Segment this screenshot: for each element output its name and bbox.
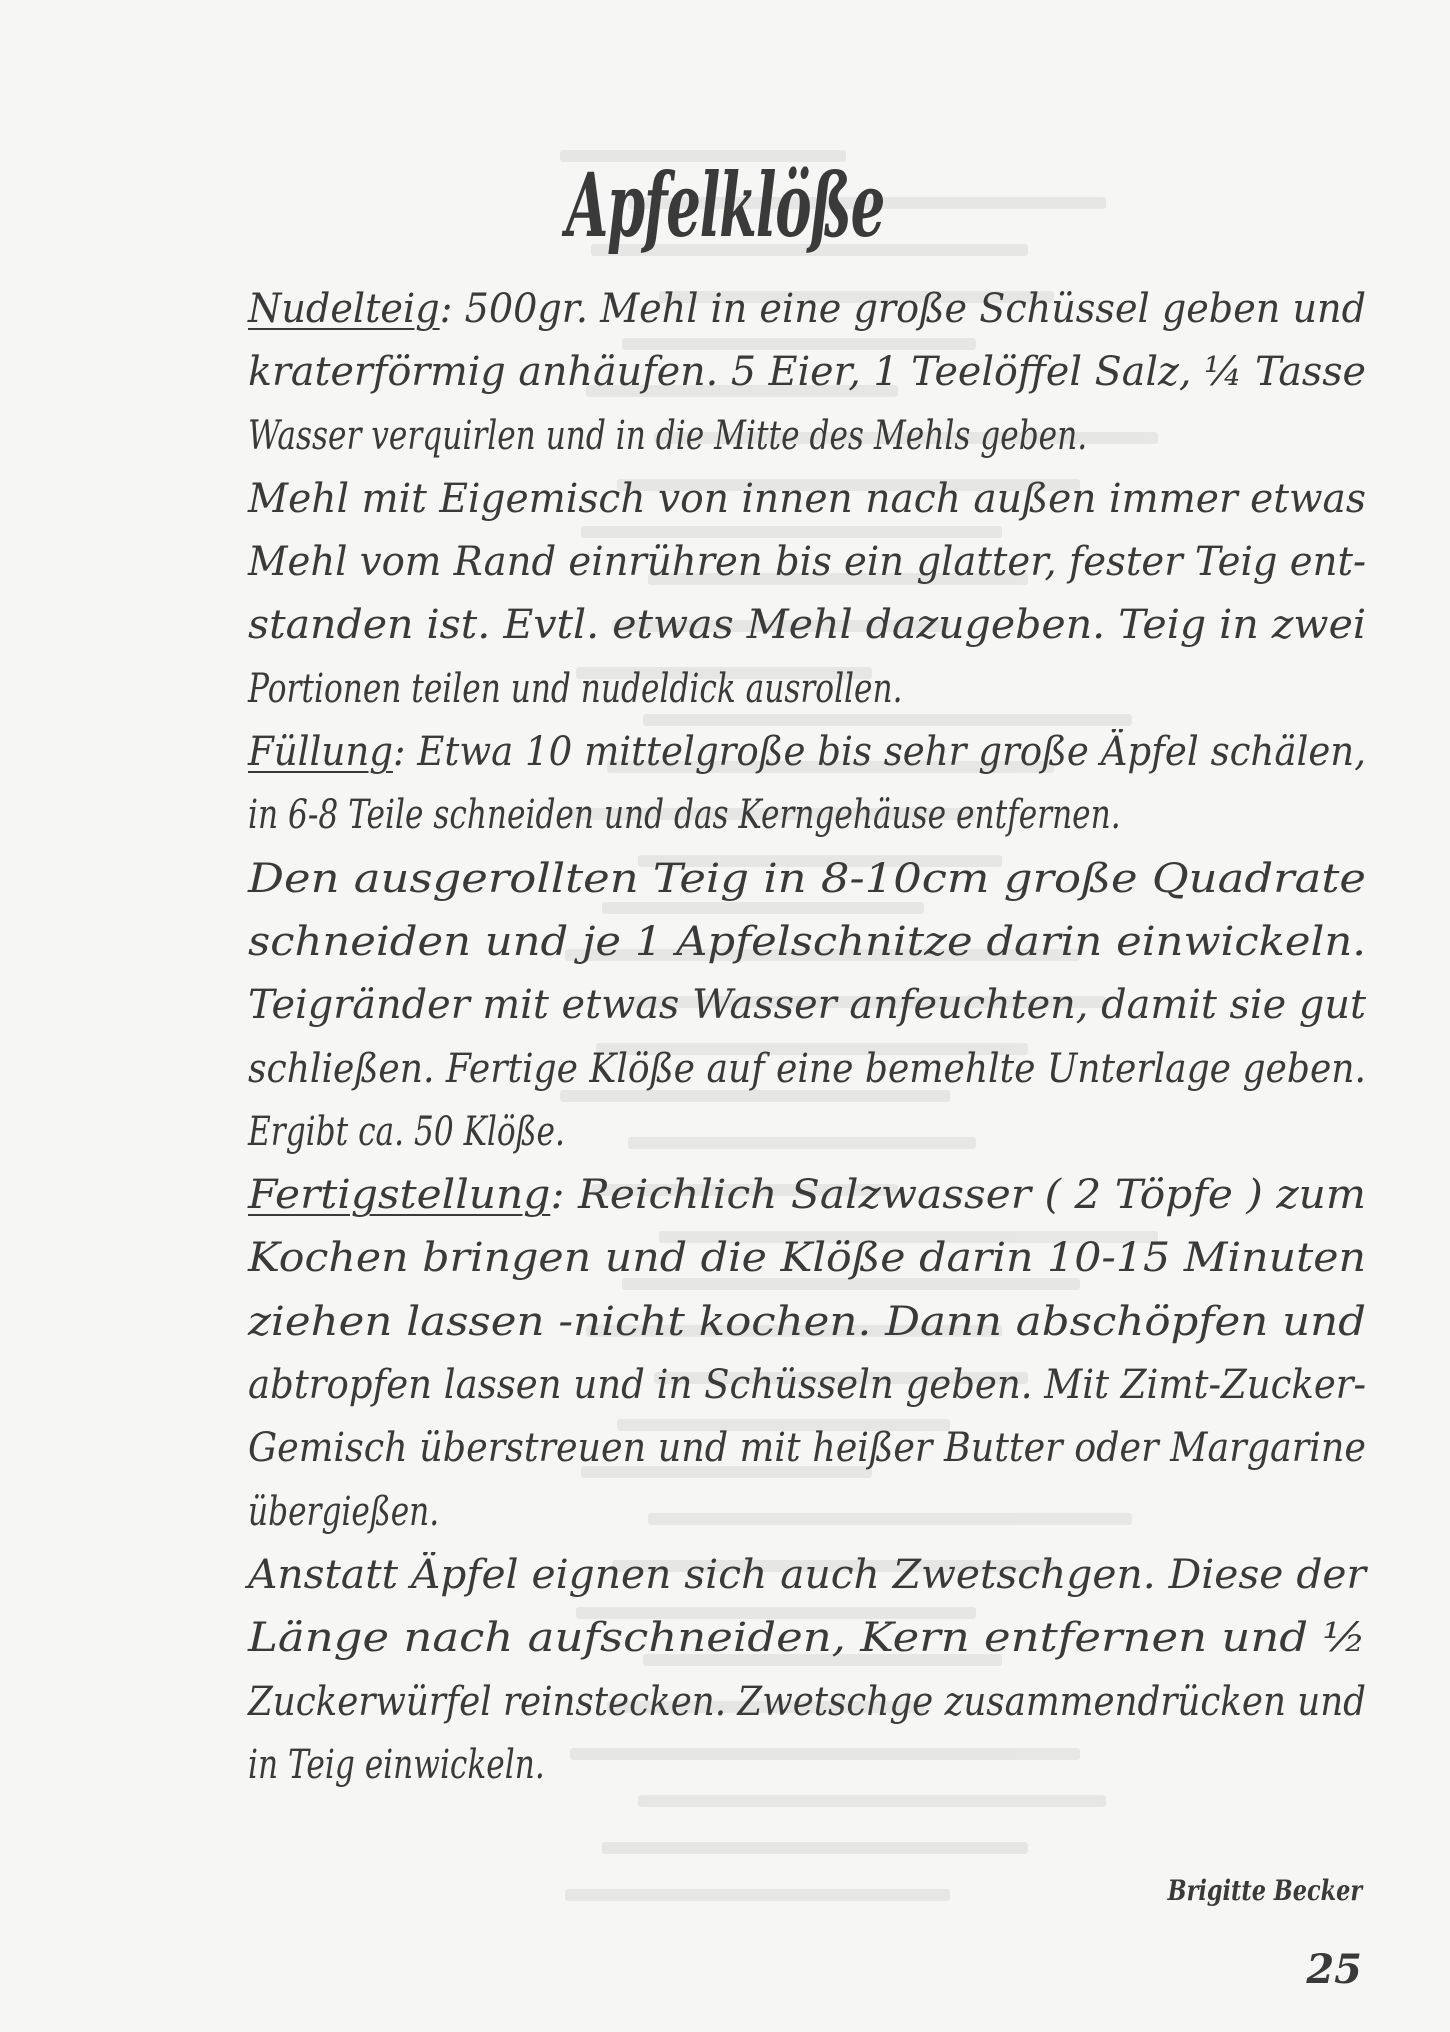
text-line bbox=[248, 848, 1366, 911]
line-text: übergießen. bbox=[248, 1488, 440, 1535]
line-text: Anstatt Äpfel eignen sich auch Zwetschgen. Diese der bbox=[248, 1551, 1366, 1598]
line-text: Mehl mit Eigemisch von innen nach außen immer etwas bbox=[248, 475, 1366, 522]
text-line bbox=[248, 1417, 1366, 1480]
line-text: abtropfen lassen und in Schüsseln geben. Mit Zimt-Zucker- bbox=[248, 1362, 1366, 1409]
section-label-separator: : bbox=[550, 1172, 579, 1219]
text-line bbox=[248, 1038, 1366, 1101]
text-line-content bbox=[248, 1481, 439, 1544]
text-line-content bbox=[248, 594, 1366, 657]
text-line-content bbox=[248, 1607, 1366, 1670]
text-line bbox=[248, 658, 1366, 721]
show-through-stripe bbox=[602, 1842, 1028, 1854]
text-line bbox=[248, 341, 1366, 404]
text-line-content bbox=[248, 1101, 565, 1164]
line-text: Reichlich Salzwasser ( 2 Töpfe ) zum bbox=[578, 1172, 1366, 1219]
line-text: Mehl vom Rand einrühren bis ein glatter, fester Teig ent- bbox=[248, 539, 1366, 586]
line-text: Den ausgerollten Teig in 8-10cm große Quadrate bbox=[248, 855, 1366, 902]
text-line-content bbox=[248, 848, 1366, 911]
text-line bbox=[248, 594, 1366, 657]
line-text: Kochen bringen und die Klöße darin 10-15 Minuten bbox=[248, 1235, 1366, 1282]
line-text: in Teig einwickeln. bbox=[248, 1741, 545, 1788]
text-line-content bbox=[248, 1354, 1366, 1417]
text-line bbox=[248, 974, 1366, 1037]
line-text: Portionen teilen und nudeldick ausrollen. bbox=[248, 665, 903, 712]
text-line-content bbox=[248, 468, 1366, 531]
section-label-separator: : bbox=[392, 729, 418, 776]
text-line bbox=[248, 721, 1366, 784]
text-line-content bbox=[248, 1038, 1366, 1101]
text-line bbox=[248, 1544, 1366, 1607]
text-line bbox=[248, 468, 1366, 531]
text-line-content bbox=[248, 1544, 1366, 1607]
line-text: Ergibt ca. 50 Klöße. bbox=[248, 1108, 565, 1155]
text-line-content bbox=[248, 974, 1366, 1037]
text-line bbox=[248, 278, 1366, 341]
line-text: Länge nach aufschneiden, Kern entfernen und ½ bbox=[248, 1615, 1366, 1662]
text-line bbox=[248, 1671, 1366, 1734]
line-text: Teigränder mit etwas Wasser anfeuchten, damit sie gut bbox=[248, 982, 1366, 1029]
text-line bbox=[248, 531, 1366, 594]
text-line-content bbox=[248, 1291, 1366, 1354]
text-line-content bbox=[248, 1227, 1366, 1290]
line-text: schneiden und je 1 Apfelschnitze darin einwickeln. bbox=[248, 918, 1366, 965]
text-line bbox=[248, 1227, 1366, 1290]
line-text: standen ist. Evtl. etwas Mehl dazugeben. Teig in zwei bbox=[248, 602, 1366, 649]
text-line bbox=[248, 1607, 1366, 1670]
section-label: Fertigstellung bbox=[248, 1172, 551, 1219]
text-line-content bbox=[248, 1164, 1366, 1227]
page-number: 25 bbox=[1306, 1946, 1362, 1993]
line-text: kraterförmig anhäufen. 5 Eier, 1 Teelöffel Salz, ¼ Tasse bbox=[248, 349, 1366, 396]
line-text: ziehen lassen -nicht kochen. Dann abschöpfen und bbox=[248, 1298, 1366, 1345]
text-line-content bbox=[248, 658, 903, 721]
text-line-content bbox=[248, 341, 1366, 404]
line-text: Etwa 10 mittelgroße bis sehr große Äpfel schälen, bbox=[417, 729, 1366, 776]
text-line bbox=[248, 1481, 1366, 1544]
text-line-content bbox=[248, 1671, 1366, 1734]
show-through-stripe bbox=[565, 1889, 950, 1901]
text-line bbox=[248, 1354, 1366, 1417]
text-line bbox=[248, 1101, 1366, 1164]
text-line-content bbox=[248, 405, 1087, 468]
text-line-content bbox=[248, 1734, 545, 1797]
line-text: 500gr. Mehl in eine große Schüssel geben und bbox=[464, 286, 1366, 332]
section-label: Nudelteig bbox=[248, 286, 440, 332]
text-line-content bbox=[248, 531, 1366, 594]
line-text: Gemisch überstreuen und mit heißer Butter oder Margarine bbox=[248, 1425, 1366, 1472]
text-line bbox=[248, 1291, 1366, 1354]
text-line bbox=[248, 1164, 1366, 1227]
page-title: Apfelklöße bbox=[565, 153, 885, 257]
line-text: in 6-8 Teile schneiden und das Kerngehäuse entfernen. bbox=[248, 792, 1121, 839]
line-text: Zuckerwürfel reinstecken. Zwetschge zusammendrücken und bbox=[248, 1678, 1366, 1725]
text-line bbox=[248, 1734, 1366, 1797]
section-label-separator: : bbox=[439, 286, 465, 332]
text-line-content bbox=[248, 278, 1366, 341]
text-line-content bbox=[248, 1417, 1366, 1480]
text-line-content bbox=[248, 784, 1121, 847]
text-line bbox=[248, 911, 1366, 974]
author-signature: Brigitte Becker bbox=[1167, 1874, 1362, 1907]
text-line-content bbox=[248, 911, 1366, 974]
line-text: schließen. Fertige Klöße auf eine bemehlte Unterlage geben. bbox=[248, 1045, 1366, 1092]
text-line bbox=[248, 784, 1366, 847]
text-line-content bbox=[248, 721, 1366, 784]
recipe-body bbox=[248, 278, 1366, 1797]
section-label: Füllung bbox=[248, 729, 393, 776]
line-text: Wasser verquirlen und in die Mitte des Mehls geben. bbox=[248, 412, 1088, 459]
text-line bbox=[248, 405, 1366, 468]
